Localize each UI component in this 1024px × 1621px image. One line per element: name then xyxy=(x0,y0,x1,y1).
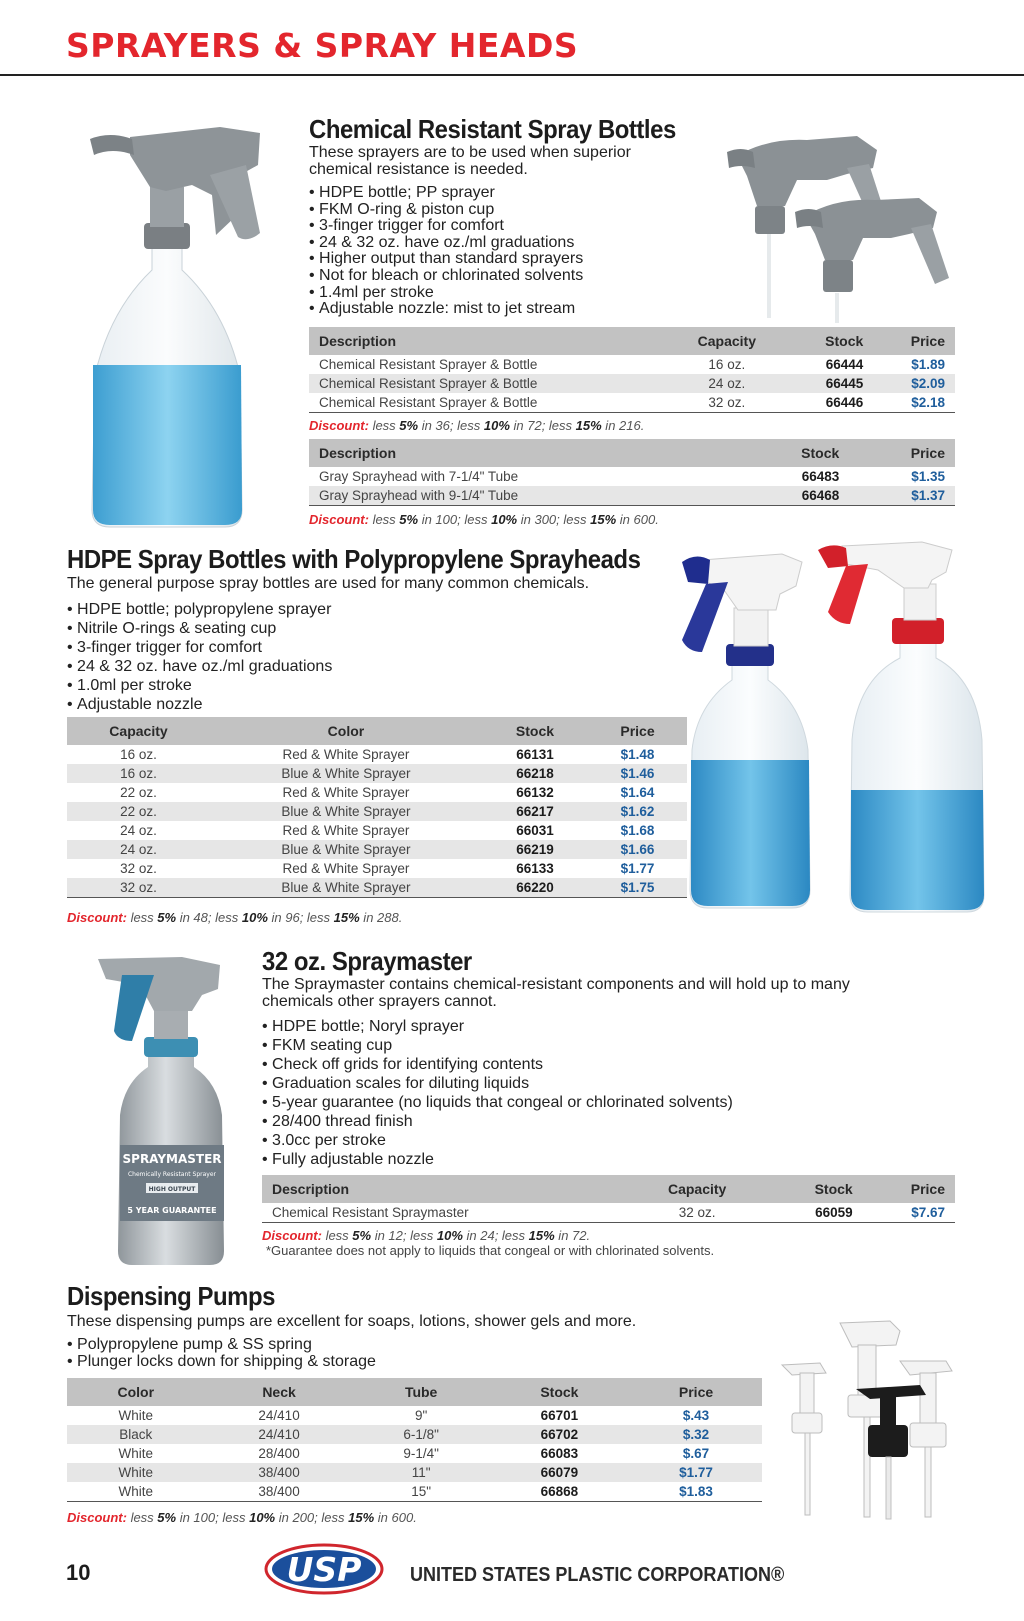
list-item: • Check off grids for identifying contents xyxy=(262,1055,902,1074)
gray-sprayheads-image xyxy=(727,128,952,323)
table-cell: 11" xyxy=(354,1463,489,1482)
table-cell: $1.83 xyxy=(630,1482,762,1502)
table-cell: $2.09 xyxy=(873,374,955,393)
column-header: Tube xyxy=(354,1378,489,1406)
list-item: • Not for bleach or chlorinated solvents xyxy=(309,268,699,285)
discount-text: in 216. xyxy=(601,418,645,433)
table-cell: 38/400 xyxy=(205,1482,354,1502)
list-item: • HDPE bottle; PP sprayer xyxy=(309,185,699,202)
table-header-row xyxy=(262,1175,955,1203)
pumps-intro: These dispensing pumps are excellent for soaps, lotions, shower gels and more. xyxy=(67,1313,637,1330)
spraymaster-feature-list xyxy=(262,1017,902,1169)
list-item: • 28/400 thread finish xyxy=(262,1112,902,1131)
discount-value: 15% xyxy=(528,1228,555,1243)
table-cell: 16 oz. xyxy=(67,764,210,783)
list-item: • Nitrile O-rings & seating cup xyxy=(67,619,627,638)
table-row xyxy=(67,1463,762,1482)
pumps-discount xyxy=(67,1510,417,1525)
column-header: Price xyxy=(863,1175,955,1203)
table-cell: $1.35 xyxy=(911,469,945,484)
table-row xyxy=(309,467,955,486)
list-item: • FKM seating cup xyxy=(262,1036,902,1055)
column-header: Color xyxy=(67,1378,205,1406)
table-row xyxy=(67,878,687,898)
chem-bottle-table xyxy=(309,327,955,413)
column-header: Price xyxy=(630,1378,762,1406)
discount-text: in 12; less xyxy=(371,1228,437,1243)
chem-feature-list xyxy=(309,185,699,318)
chem-discount-1 xyxy=(309,418,644,433)
discount-value: 15% xyxy=(590,512,617,527)
discount-value: 5% xyxy=(352,1228,372,1243)
table-cell: 66217 xyxy=(482,802,588,821)
table-row xyxy=(67,783,687,802)
table-cell: 24 oz. xyxy=(120,823,157,838)
table-cell: 24/410 xyxy=(258,1408,300,1423)
table-cell: Red & White Sprayer xyxy=(282,823,410,838)
table-cell: White xyxy=(118,1408,154,1423)
table-cell: Blue & White Sprayer xyxy=(210,802,482,821)
column-header: Stock xyxy=(736,439,849,467)
discount-text: less xyxy=(126,910,158,925)
table-cell: White xyxy=(67,1463,205,1482)
column-header: Description xyxy=(309,327,668,355)
table-cell: $1.48 xyxy=(620,747,655,762)
table-cell: 9-1/4" xyxy=(403,1446,439,1461)
table-cell: Red & White Sprayer xyxy=(282,747,410,762)
discount-text: in 96; less xyxy=(267,910,334,925)
table-cell: 66219 xyxy=(482,840,588,859)
guarantee-note: *Guarantee does not apply to liquids that congeal or with chlorinated solvents. xyxy=(266,1243,715,1258)
discount-text: in 72; less xyxy=(509,418,576,433)
table-cell: 16 oz. xyxy=(708,357,746,372)
table-cell: $.43 xyxy=(682,1408,710,1423)
table-cell: 22 oz. xyxy=(67,802,210,821)
column-header: Stock xyxy=(482,717,588,745)
table-cell: Chemical Resistant Sprayer & Bottle xyxy=(309,393,668,413)
table-cell: 66083 xyxy=(540,1446,579,1461)
column-header: Color xyxy=(210,717,482,745)
discount-text: in 72. xyxy=(554,1228,591,1243)
table-header-row xyxy=(67,1378,762,1406)
table-cell: Blue & White Sprayer xyxy=(210,764,482,783)
table-row xyxy=(67,764,687,783)
page-header xyxy=(0,0,1024,76)
table-cell: White xyxy=(118,1446,154,1461)
table-row xyxy=(309,393,955,413)
table-header-row xyxy=(309,439,955,467)
list-item: • 3-finger trigger for comfort xyxy=(67,638,627,657)
list-item: • Polypropylene pump & SS spring xyxy=(67,1337,667,1354)
discount-value: 5% xyxy=(399,512,419,527)
table-row xyxy=(67,859,687,878)
table-cell: 28/400 xyxy=(258,1446,300,1461)
discount-text: less xyxy=(368,418,400,433)
list-item: • Adjustable nozzle xyxy=(67,695,627,714)
column-header: Price xyxy=(873,327,955,355)
discount-text: in 600. xyxy=(374,1510,417,1525)
table-row xyxy=(67,1406,762,1425)
table-cell: Black xyxy=(67,1425,205,1444)
list-item: • HDPE bottle; Noryl sprayer xyxy=(262,1017,902,1036)
table-cell: 24 oz. xyxy=(67,840,210,859)
table-cell: 32 oz. xyxy=(67,878,210,898)
chem-intro: These sprayers are to be used when superior chemical resistance is needed. xyxy=(309,144,631,178)
column-header: Capacity xyxy=(630,1175,763,1203)
list-item: • Fully adjustable nozzle xyxy=(262,1150,902,1169)
spraymaster-discount xyxy=(262,1228,590,1243)
table-cell: 66131 xyxy=(516,747,554,762)
table-cell: Chemical Resistant Sprayer & Bottle xyxy=(319,357,538,372)
list-item: • 3.0cc per stroke xyxy=(262,1131,902,1150)
table-row xyxy=(67,802,687,821)
table-cell: $.32 xyxy=(630,1425,762,1444)
table-cell: 66483 xyxy=(801,469,840,484)
table-cell: 32 oz. xyxy=(630,1203,763,1223)
column-header: Stock xyxy=(489,1378,630,1406)
discount-text: in 36; less xyxy=(418,418,484,433)
table-cell: Gray Sprayhead with 7-1/4" Tube xyxy=(319,469,519,484)
list-item: • Plunger locks down for shipping & storage xyxy=(67,1354,667,1371)
table-cell: Blue & White Sprayer xyxy=(210,840,482,859)
discount-value: 5% xyxy=(157,910,177,925)
table-cell: Chemical Resistant Spraymaster xyxy=(262,1203,630,1223)
table-cell: $1.66 xyxy=(588,840,687,859)
discount-label: Discount: xyxy=(309,418,369,433)
table-cell: 66701 xyxy=(540,1408,579,1423)
discount-text: in 24; less xyxy=(462,1228,529,1243)
hdpe-spray-bottles-image xyxy=(642,540,1012,920)
column-header: Price xyxy=(849,439,955,467)
table-header-row xyxy=(309,327,955,355)
discount-text: less xyxy=(368,512,400,527)
column-header: Description xyxy=(309,439,736,467)
table-cell: 66031 xyxy=(516,823,554,838)
discount-text: in 100; less xyxy=(176,1510,250,1525)
spraymaster-label-brand: SPRAYMASTER xyxy=(122,1152,222,1166)
discount-value: 15% xyxy=(333,910,360,925)
discount-value: 5% xyxy=(157,1510,177,1525)
column-header: Stock xyxy=(786,327,874,355)
logo-text: USP xyxy=(286,1550,362,1589)
list-item: • Graduation scales for diluting liquids xyxy=(262,1074,902,1093)
table-cell: $1.75 xyxy=(588,878,687,898)
discount-value: 10% xyxy=(241,910,268,925)
table-cell: 66218 xyxy=(482,764,588,783)
table-cell: $.67 xyxy=(682,1446,710,1461)
discount-label: Discount: xyxy=(67,910,127,925)
table-row xyxy=(67,821,687,840)
discount-text: in 300; less xyxy=(517,512,591,527)
table-cell: $2.18 xyxy=(873,393,955,413)
usp-logo xyxy=(262,1541,387,1597)
discount-value: 10% xyxy=(249,1510,276,1525)
pumps-table xyxy=(67,1378,762,1502)
column-header: Capacity xyxy=(67,717,210,745)
table-cell: 66133 xyxy=(516,861,554,876)
table-cell: 6-1/8" xyxy=(354,1425,489,1444)
table-row xyxy=(67,1425,762,1444)
table-row xyxy=(309,486,955,506)
table-cell: $7.67 xyxy=(863,1203,955,1223)
table-row xyxy=(67,1482,762,1502)
spraymaster-label-output: HIGH OUTPUT xyxy=(148,1186,196,1193)
table-cell: Red & White Sprayer xyxy=(282,785,410,800)
table-cell: 16 oz. xyxy=(120,747,157,762)
table-cell: 66868 xyxy=(489,1482,630,1502)
list-item: • Higher output than standard sprayers xyxy=(309,251,699,268)
list-item: • HDPE bottle; polypropylene sprayer xyxy=(67,600,627,619)
table-cell: White xyxy=(67,1482,205,1502)
spraymaster-table xyxy=(262,1175,955,1223)
table-cell: $1.89 xyxy=(911,357,945,372)
list-item: • 1.4ml per stroke xyxy=(309,285,699,302)
chem-heading: Chemical Resistant Spray Bottles xyxy=(309,114,676,144)
table-cell: 66220 xyxy=(482,878,588,898)
table-header-row xyxy=(67,717,687,745)
discount-text: in 600. xyxy=(616,512,659,527)
table-cell: 15" xyxy=(354,1482,489,1502)
table-cell: 9" xyxy=(414,1408,428,1423)
discount-value: 5% xyxy=(399,418,419,433)
table-cell: 38/400 xyxy=(205,1463,354,1482)
table-cell: $1.64 xyxy=(620,785,655,800)
page-title: SPRAYERS & SPRAY HEADS xyxy=(66,26,579,65)
discount-label: Discount: xyxy=(262,1228,322,1243)
hdpe-intro: The general purpose spray bottles are used for many common chemicals. xyxy=(67,575,590,592)
column-header: Price xyxy=(588,717,687,745)
chem-sprayhead-table xyxy=(309,439,955,506)
corporation-name: UNITED STATES PLASTIC CORPORATION® xyxy=(410,1564,785,1586)
table-cell: 66702 xyxy=(489,1425,630,1444)
table-row xyxy=(262,1203,955,1223)
table-cell: $1.62 xyxy=(588,802,687,821)
column-header: Capacity xyxy=(668,327,786,355)
table-cell: 66468 xyxy=(736,486,849,506)
table-cell: 32 oz. xyxy=(120,861,157,876)
spraymaster-label-guarantee: 5 YEAR GUARANTEE xyxy=(127,1206,217,1215)
discount-label: Discount: xyxy=(309,512,369,527)
discount-text: in 48; less xyxy=(176,910,242,925)
table-cell: 24 oz. xyxy=(668,374,786,393)
chem-discount-2 xyxy=(309,512,659,527)
list-item: • 1.0ml per stroke xyxy=(67,676,627,695)
table-row xyxy=(67,745,687,764)
chemical-spray-bottle-image xyxy=(70,125,290,530)
discount-text: in 200; less xyxy=(275,1510,349,1525)
table-cell: 66444 xyxy=(825,357,864,372)
table-cell: $1.77 xyxy=(630,1463,762,1482)
column-header: Description xyxy=(262,1175,630,1203)
list-item: • FKM O-ring & piston cup xyxy=(309,202,699,219)
hdpe-feature-list xyxy=(67,600,627,714)
pumps-feature-list xyxy=(67,1337,667,1370)
hdpe-discount xyxy=(67,910,402,925)
list-item: • 3-finger trigger for comfort xyxy=(309,218,699,235)
table-cell: 66445 xyxy=(786,374,874,393)
table-cell: Chemical Resistant Sprayer & Bottle xyxy=(309,374,668,393)
discount-value: 10% xyxy=(436,1228,463,1243)
spraymaster-intro: The Spraymaster contains chemical-resistant components and will hold up to many chemicals other sprayers cannot. xyxy=(262,976,850,1010)
hdpe-table xyxy=(67,717,687,898)
table-cell: 66079 xyxy=(489,1463,630,1482)
discount-text: in 288. xyxy=(359,910,403,925)
table-cell: 32 oz. xyxy=(668,393,786,413)
table-row xyxy=(309,355,955,374)
spraymaster-heading: 32 oz. Spraymaster xyxy=(262,946,472,976)
discount-text: in 100; less xyxy=(418,512,492,527)
dispensing-pumps-image xyxy=(780,1315,980,1525)
table-cell: $1.68 xyxy=(620,823,655,838)
pumps-heading: Dispensing Pumps xyxy=(67,1281,275,1311)
discount-text: less xyxy=(321,1228,353,1243)
list-item: • Adjustable nozzle: mist to jet stream xyxy=(309,301,699,318)
table-cell: $1.37 xyxy=(849,486,955,506)
discount-value: 15% xyxy=(575,418,602,433)
table-cell: Red & White Sprayer xyxy=(282,861,410,876)
table-cell: 66446 xyxy=(786,393,874,413)
table-row xyxy=(67,840,687,859)
list-item: • 24 & 32 oz. have oz./ml graduations xyxy=(309,235,699,252)
table-row xyxy=(309,374,955,393)
spraymaster-bottle-image xyxy=(92,955,247,1270)
page-number: 10 xyxy=(66,1560,91,1585)
column-header: Neck xyxy=(205,1378,354,1406)
discount-label: Discount: xyxy=(67,1510,127,1525)
table-cell: 66059 xyxy=(764,1203,863,1223)
list-item: • 24 & 32 oz. have oz./ml graduations xyxy=(67,657,627,676)
list-item: • 5-year guarantee (no liquids that congeal or chlorinated solvents) xyxy=(262,1093,902,1112)
discount-value: 15% xyxy=(348,1510,375,1525)
hdpe-heading: HDPE Spray Bottles with Polypropylene Sprayheads xyxy=(67,544,641,574)
column-header: Stock xyxy=(764,1175,863,1203)
table-cell: 22 oz. xyxy=(120,785,157,800)
table-cell: 66132 xyxy=(516,785,554,800)
discount-text: less xyxy=(126,1510,158,1525)
table-row xyxy=(67,1444,762,1463)
discount-value: 10% xyxy=(491,512,518,527)
table-cell: Gray Sprayhead with 9-1/4" Tube xyxy=(309,486,736,506)
table-cell: $1.46 xyxy=(588,764,687,783)
table-cell: Blue & White Sprayer xyxy=(210,878,482,898)
discount-value: 10% xyxy=(483,418,510,433)
table-cell: 24/410 xyxy=(205,1425,354,1444)
spraymaster-label-sub: Chemically Resistant Sprayer xyxy=(127,1171,217,1178)
table-cell: $1.77 xyxy=(620,861,655,876)
